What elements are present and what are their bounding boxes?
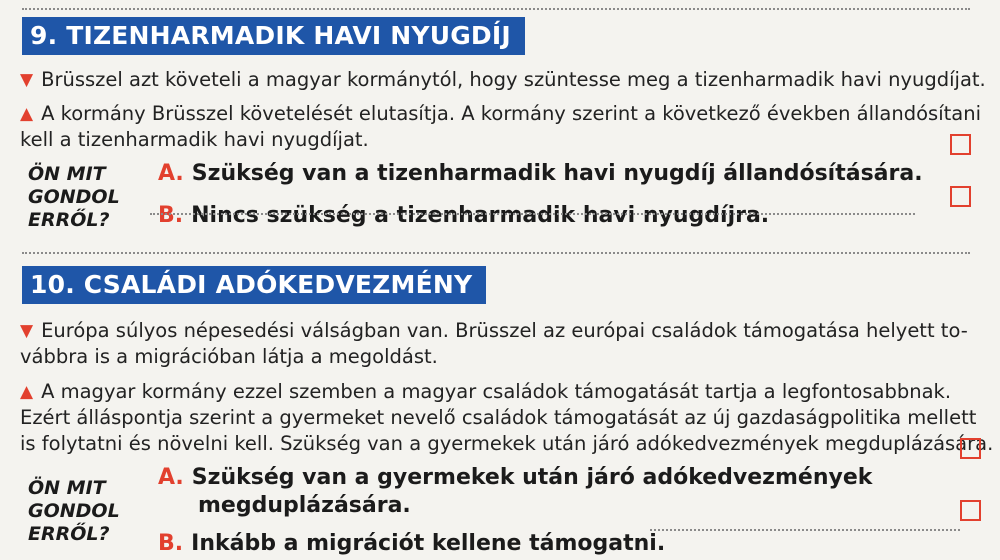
triangle-down-icon: ▼: [20, 70, 34, 90]
section-10-option-b-checkbox[interactable]: [960, 500, 981, 521]
question-line-1: ÖN MIT: [28, 163, 106, 185]
section-9-up-statement: [20, 101, 980, 127]
section-10-option-a: [158, 464, 872, 520]
question-line-1: ÖN MIT: [28, 477, 106, 499]
section-10-down-line-1: Európa súlyos népesedési válságban van. Brüsszel az európai családok támogatása helyett to-: [41, 319, 968, 342]
question-line-3: ERRŐL?: [28, 209, 110, 231]
option-letter: A.: [158, 465, 184, 490]
option-letter: B.: [158, 531, 184, 556]
divider-section-9-options: [150, 213, 915, 215]
triangle-up-icon: ▲: [20, 382, 34, 402]
option-text: Szükség van a tizenharmadik havi nyugdíj állandósítására.: [191, 161, 923, 186]
question-line-2: GONDOL: [28, 500, 120, 522]
question-line-2: GONDOL: [28, 186, 120, 208]
section-9-question-label: [28, 163, 120, 232]
section-10-up-statement: [20, 379, 980, 405]
section-9-down-text: Brüsszel azt követeli a magyar kormánytól, hogy szüntesse meg a tizenharmadik havi nyugdíjat.: [41, 68, 986, 91]
section-10-up-line-2: Ezért álláspontja szerint a gyermeket nevelő családok támogatását az új gazdaságpolitika mellett: [20, 406, 977, 429]
section-9-down-statement: [20, 67, 986, 93]
section-9-option-a-checkbox[interactable]: [950, 134, 971, 155]
section-9-option-b: [158, 202, 769, 230]
section-10-up-line-1: A magyar kormány ezzel szemben a magyar családok támogatását tartja a legfontosabbnak.: [41, 380, 952, 403]
section-9-option-a: [158, 160, 923, 188]
section-9-option-b-checkbox[interactable]: [950, 186, 971, 207]
section-10-down-line-2: vábbra is a migrációban látja a megoldást.: [20, 345, 438, 368]
section-9-up-line-1: A kormány Brüsszel követelését elutasítja. A kormány szerint a következő években állandósítani: [41, 102, 982, 125]
option-letter: B.: [158, 203, 184, 228]
triangle-up-icon: ▲: [20, 104, 34, 124]
section-10-option-a-checkbox[interactable]: [960, 438, 981, 459]
option-text: Inkább a migrációt kellene támogatni.: [191, 531, 666, 556]
section-9-title: 9. TIZENHARMADIK HAVI NYUGDÍJ: [22, 17, 525, 55]
option-text-line-1: Szükség van a gyermekek után járó adókedvezmények: [191, 465, 873, 490]
divider-middle: [22, 252, 970, 254]
divider-section-10-options: [650, 529, 960, 531]
triangle-down-icon: ▼: [20, 321, 34, 341]
section-10-title: 10. CSALÁDI ADÓKEDVEZMÉNY: [22, 266, 486, 304]
section-10-question-label: [28, 477, 120, 546]
question-line-3: ERRŐL?: [28, 523, 110, 545]
section-9-up-line-2: kell a tizenharmadik havi nyugdíjat.: [20, 128, 369, 151]
option-text: Nincs szükség a tizenharmadik havi nyugdíjra.: [191, 203, 770, 228]
section-10-down-statement: [20, 318, 980, 344]
section-10-up-line-3: is folytatni és növelni kell. Szükség van a gyermekek után járó adókedvezmények megduplázására.: [20, 432, 994, 455]
option-letter: A.: [158, 161, 184, 186]
section-10-option-b: [158, 530, 665, 558]
divider-top: [22, 8, 970, 10]
option-text-line-2: megduplázására.: [198, 493, 411, 518]
